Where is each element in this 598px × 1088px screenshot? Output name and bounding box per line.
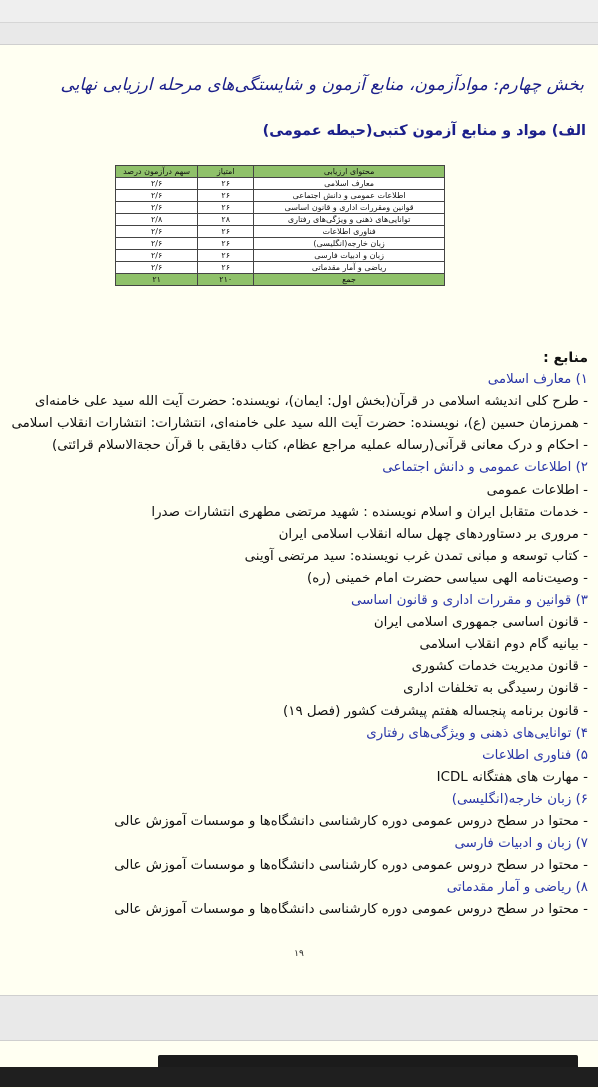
row-content: قوانین ومقررات اداری و قانون اساسی	[254, 202, 445, 214]
source-item: - مهارت های هفتگانه ICDL	[436, 769, 588, 785]
source-item: - بیانیه گام دوم انقلاب اسلامی	[419, 637, 588, 653]
source-item: - کتاب توسعه و مبانی تمدن غرب نویسنده: سید مرتضی آوینی	[244, 548, 588, 564]
row-score: ۲۶	[198, 238, 254, 250]
row-content: اطلاعات عمومی و دانش اجتماعی	[254, 190, 445, 202]
row-share: ۲/۶	[116, 250, 198, 262]
source-item: - محتوا در سطح دروس عمومی دوره کارشناسی دانشگاه‌ها و موسسات آموزش عالی	[114, 902, 588, 918]
score-table	[115, 165, 445, 286]
source-item: - همرزمان حسین (ع)، نویسنده: حضرت آیت الله سید علی خامنه‌ای، انتشارات: انتشارات انقلاب اسلامی	[11, 416, 588, 432]
table-row	[116, 250, 445, 262]
source-item: - محتوا در سطح دروس عمومی دوره کارشناسی دانشگاه‌ها و موسسات آموزش عالی	[114, 858, 588, 874]
subheading: الف) مواد و منابع آزمون کتبی(حیطه عمومی)	[262, 123, 586, 139]
table-row	[116, 202, 445, 214]
row-score: ۲۶	[198, 202, 254, 214]
source-item: - مروری بر دستاوردهای چهل ساله انقلاب اسلامی ایران	[278, 526, 588, 542]
table-body	[116, 178, 445, 274]
row-score: ۲۸	[198, 214, 254, 226]
source-category: ۷) زبان و ادبیات فارسی	[454, 836, 588, 852]
row-score: ۲۶	[198, 190, 254, 202]
row-content: توانایی‌های ذهنی و ویژگی‌های رفتاری	[254, 214, 445, 226]
source-category: ۵) فناوری اطلاعات	[482, 747, 588, 763]
source-category: ۳) قوانین و مقررات اداری و قانون اساسی	[351, 593, 588, 609]
source-item: - قانون رسیدگی به تخلفات اداری	[403, 681, 588, 697]
table-row	[116, 190, 445, 202]
row-share: ۲/۶	[116, 226, 198, 238]
header-content: محتوای ارزیابی	[254, 166, 445, 178]
source-item: - قانون مدیریت خدمات کشوری	[411, 659, 588, 675]
source-item: - قانون اساسی جمهوری اسلامی ایران	[373, 615, 588, 631]
sources-label: منابع :	[543, 350, 588, 366]
source-item: - وصیت‌نامه الهی سیاسی حضرت امام خمینی (ره)	[306, 570, 588, 586]
source-category: ۶) زبان خارجه(انگلیسی)	[451, 791, 588, 807]
table-header-row	[116, 166, 445, 178]
source-item: - احکام و درک معانی قرآنی(رساله عملیه مراجع عظام، کتاب دقایقی با قرآن حجةالاسلام قرائتی)	[51, 438, 588, 454]
row-score: ۲۶	[198, 262, 254, 274]
table-row	[116, 238, 445, 250]
viewer-bottom-bar	[0, 1067, 598, 1087]
sources-list	[0, 369, 588, 921]
table-row	[116, 262, 445, 274]
page-number: ۱۹	[294, 949, 304, 959]
source-item: - خدمات متقابل ایران و اسلام نویسنده : شهید مرتضی مطهری انتشارات صدرا	[151, 504, 588, 520]
source-item: - طرح کلی اندیشه اسلامی در قرآن(بخش اول: ایمان)، نویسنده: حضرت آیت الله سید علی خامنه‌ای	[34, 394, 588, 410]
source-item: - قانون برنامه پنجساله هفتم پیشرفت کشور (فصل ۱۹)	[283, 703, 588, 719]
source-category: ۸) ریاضی و آمار مقدماتی	[446, 880, 588, 896]
table-row	[116, 178, 445, 190]
row-share: ۲/۶	[116, 262, 198, 274]
row-share: ۲/۶	[116, 202, 198, 214]
total-label: جمع	[254, 274, 445, 286]
row-share: ۲/۸	[116, 214, 198, 226]
row-content: معارف اسلامی	[254, 178, 445, 190]
source-category: ۱) معارف اسلامی	[487, 372, 588, 388]
row-content: فناوری اطلاعات	[254, 226, 445, 238]
row-content: زبان و ادبیات فارسی	[254, 250, 445, 262]
header-score: امتیاز	[198, 166, 254, 178]
source-category: ۴) توانایی‌های ذهنی و ویژگی‌های رفتاری	[366, 725, 588, 741]
row-score: ۲۶	[198, 250, 254, 262]
section-title: بخش چهارم: موادآزمون، منابع آزمون و شایستگی‌های مرحله ارزیابی نهایی	[60, 75, 584, 95]
row-share: ۲/۶	[116, 238, 198, 250]
sources-section	[0, 347, 588, 921]
row-content: ریاضی و آمار مقدماتی	[254, 262, 445, 274]
viewer-top-bar	[0, 0, 598, 23]
row-score: ۲۶	[198, 226, 254, 238]
total-score: ۲۱۰	[198, 274, 254, 286]
table-row	[116, 226, 445, 238]
source-item: - اطلاعات عمومی	[486, 482, 588, 498]
row-score: ۲۶	[198, 178, 254, 190]
table-total-row	[116, 274, 445, 286]
total-share: ۲۱	[116, 274, 198, 286]
row-share: ۲/۶	[116, 190, 198, 202]
header-share: سهم درآزمون درصد	[116, 166, 198, 178]
source-item: - محتوا در سطح دروس عمومی دوره کارشناسی دانشگاه‌ها و موسسات آموزش عالی	[114, 813, 588, 829]
row-content: زبان خارجه(انگلیسی)	[254, 238, 445, 250]
source-category: ۲) اطلاعات عمومی و دانش اجتماعی	[382, 460, 588, 476]
table-row	[116, 214, 445, 226]
row-share: ۲/۶	[116, 178, 198, 190]
document-page	[0, 44, 598, 996]
